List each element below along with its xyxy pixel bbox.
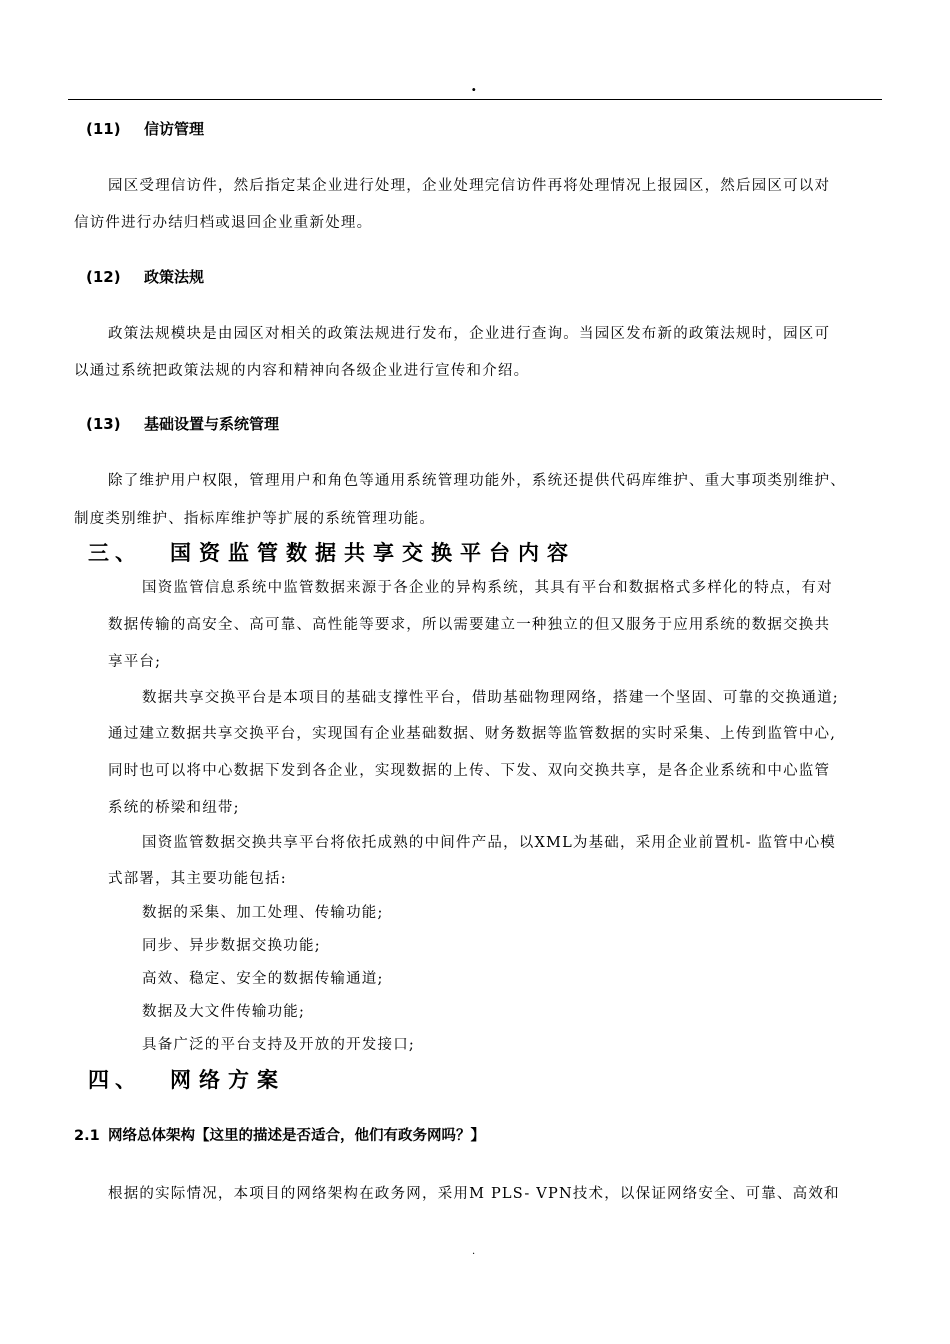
section-12-line-2: 以通过系统把政策法规的内容和精神向各级企业进行宣传和介绍。 bbox=[74, 363, 530, 379]
section-13-line-2: 制度类别维护、指标库维护等扩展的系统管理功能。 bbox=[74, 511, 436, 527]
section-11-line-2: 信访件进行办结归档或退回企业重新处理。 bbox=[74, 215, 373, 231]
section-11-heading bbox=[86, 118, 204, 139]
section-2-1-title: 网络总体架构【这里的描述是否适合，他们有政务网吗？】 bbox=[108, 1128, 485, 1144]
section-13-line-1: 除了维护用户权限，管理用户和角色等通用系统管理功能外，系统还提供代码库维护、重大事项类别维护、 bbox=[108, 473, 846, 489]
chapter-3-line-4: 数据共享交换平台是本项目的基础支撑性平台，借助基础物理网络，搭建一个坚固、可靠的交换通道; bbox=[142, 690, 839, 706]
section-13-number: (13) bbox=[86, 415, 121, 433]
function-item-3: 高效、稳定、安全的数据传输通道; bbox=[142, 971, 384, 987]
chapter-3-line-1: 国资监管信息系统中监管数据来源于各企业的异构系统，其具有平台和数据格式多样化的特点，有对 bbox=[142, 580, 833, 596]
section-12-heading bbox=[86, 266, 204, 287]
function-item-2: 同步、异步数据交换功能; bbox=[142, 938, 321, 954]
section-2-1-line-1: 根据的实际情况，本项目的网络架构在政务网，采用M PLS- VPN技术，以保证网络安全、可靠、高效和 bbox=[108, 1186, 840, 1202]
chapter-3-title: 国资监管数据共享交换平台内容 bbox=[170, 541, 576, 565]
function-item-1: 数据的采集、加工处理、传输功能; bbox=[142, 905, 384, 921]
chapter-3-number: 三、 bbox=[88, 541, 142, 565]
section-2-1-number: 2.1 bbox=[74, 1128, 100, 1144]
section-12-title: 政策法规 bbox=[144, 268, 205, 286]
chapter-3-line-2: 数据传输的高安全、高可靠、高性能等要求，所以需要建立一种独立的但又服务于应用系统的数据交换共 bbox=[108, 617, 831, 633]
footer-mark: . bbox=[472, 1246, 476, 1257]
chapter-4-title: 网络方案 bbox=[170, 1068, 286, 1092]
header-mark: . bbox=[471, 76, 477, 95]
section-13-title: 基础设置与系统管理 bbox=[144, 415, 280, 433]
section-11-title: 信访管理 bbox=[144, 120, 205, 138]
chapter-3-line-7: 系统的桥梁和纽带; bbox=[108, 800, 240, 816]
chapter-4-number: 四、 bbox=[88, 1068, 142, 1092]
function-item-5: 具备广泛的平台支持及开放的开发接口; bbox=[142, 1037, 415, 1053]
chapter-3-line-3: 享平台; bbox=[108, 654, 162, 670]
chapter-4-heading bbox=[88, 1064, 286, 1094]
chapter-3-line-5: 通过建立数据共享交换平台，实现国有企业基础数据、财务数据等监管数据的实时采集、上传到监管中心, bbox=[108, 726, 837, 742]
section-13-heading bbox=[86, 413, 279, 434]
chapter-3-line-9: 式部署，其主要功能包括: bbox=[108, 871, 287, 887]
section-2-1-heading bbox=[74, 1124, 485, 1145]
section-11-number: (11) bbox=[86, 120, 121, 138]
function-item-4: 数据及大文件传输功能; bbox=[142, 1004, 306, 1020]
chapter-3-line-6: 同时也可以将中心数据下发到各企业，实现数据的上传、下发、双向交换共享，是各企业系统和中心监管 bbox=[108, 763, 831, 779]
chapter-3-line-8: 国资监管数据交换共享平台将依托成熟的中间件产品，以XML为基础，采用企业前置机- 监管中心模 bbox=[142, 835, 837, 851]
section-11-line-1: 园区受理信访件，然后指定某企业进行处理，企业处理完信访件再将处理情况上报园区，然后园区可以对 bbox=[108, 178, 831, 194]
chapter-3-heading bbox=[88, 537, 576, 567]
header-rule bbox=[68, 99, 882, 100]
section-12-number: (12) bbox=[86, 268, 121, 286]
section-12-line-1: 政策法规模块是由园区对相关的政策法规进行发布，企业进行查询。当园区发布新的政策法规时，园区可 bbox=[108, 326, 831, 342]
